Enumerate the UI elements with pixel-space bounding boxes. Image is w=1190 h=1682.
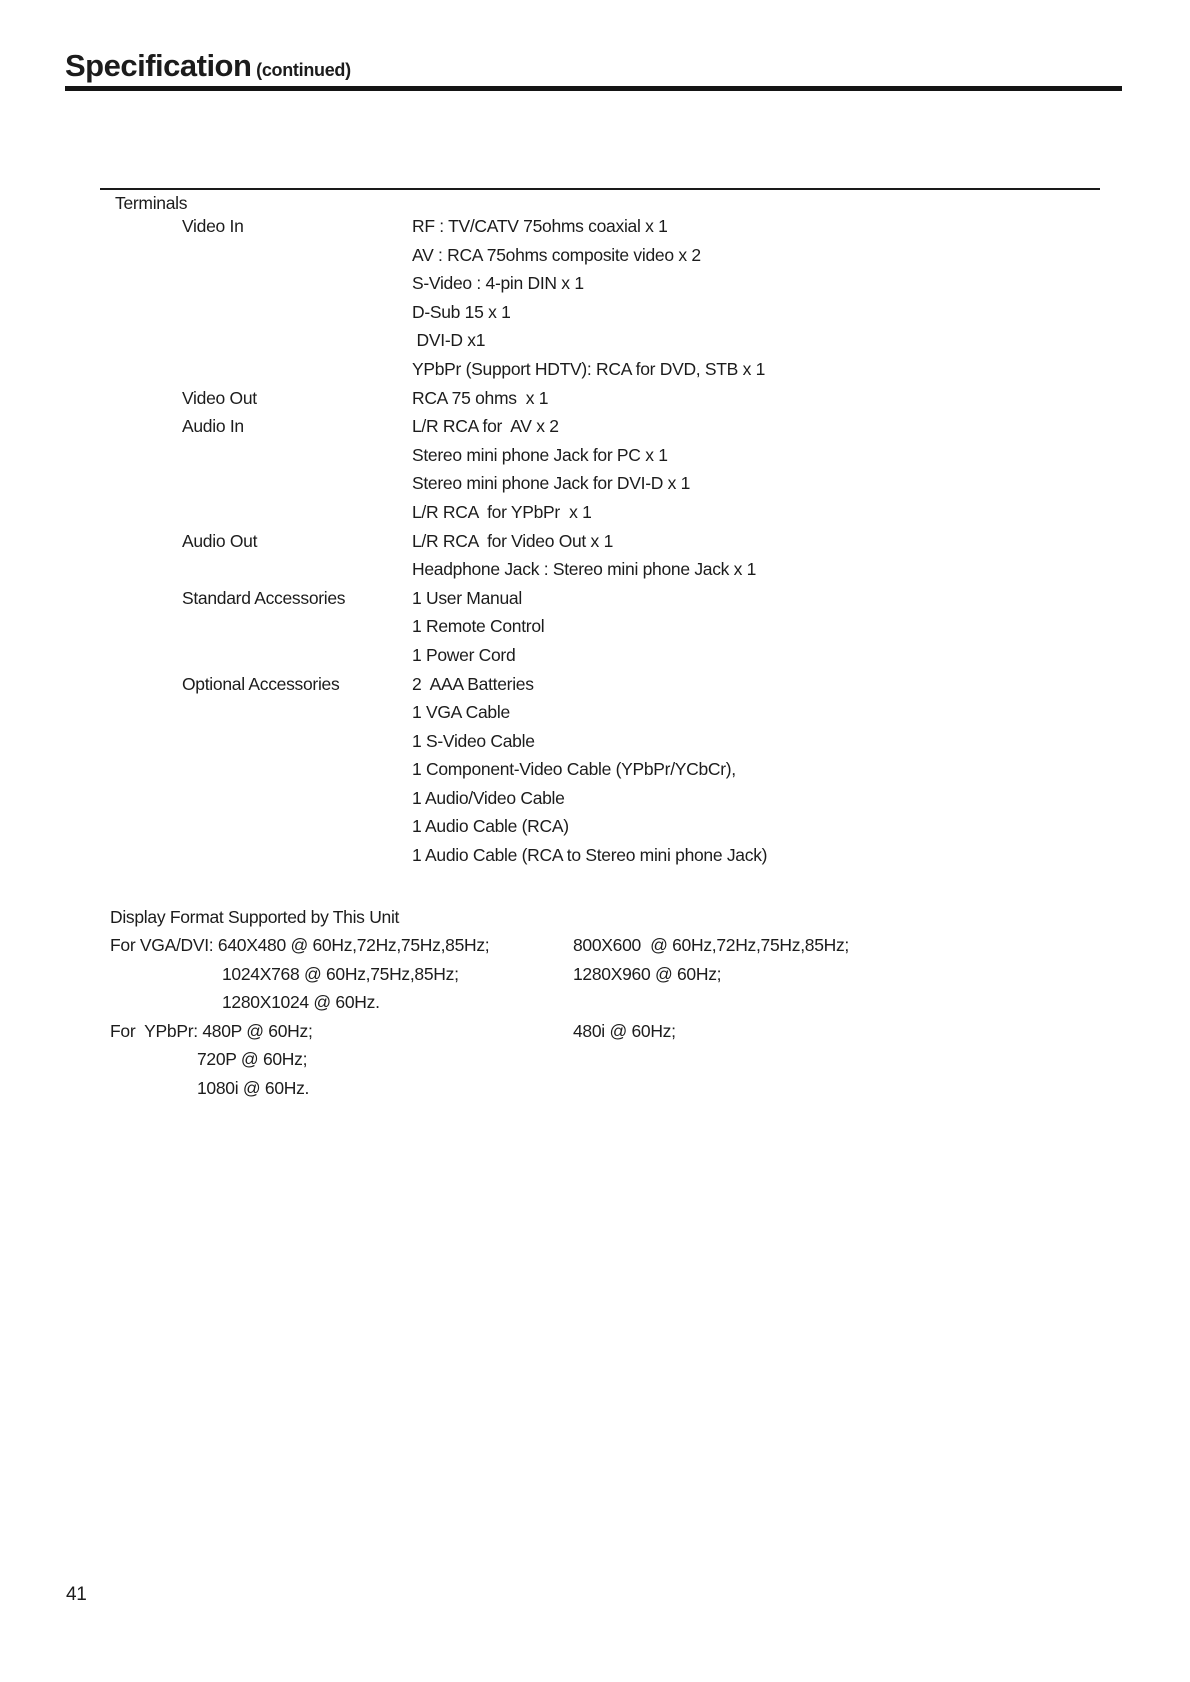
display-format-vga-line2: 1024X768 @ 60Hz,75Hz,85Hz; xyxy=(222,964,459,984)
spec-row-audio-out xyxy=(182,527,1142,584)
spec-value-line: L/R RCA for YPbPr x 1 xyxy=(412,501,592,522)
display-format-ypbpr-line1-right: 480i @ 60Hz; xyxy=(573,1021,676,1041)
display-format-vga-line2-right: 1280X960 @ 60Hz; xyxy=(573,964,722,984)
spec-value-line: D-Sub 15 x 1 xyxy=(412,301,511,322)
spec-row-values xyxy=(412,212,1142,384)
spec-value-line: RF : TV/CATV 75ohms coaxial x 1 xyxy=(412,216,668,236)
spec-value-line: 1 S-Video Cable xyxy=(412,730,535,751)
spec-row-standard-accessories xyxy=(182,584,1142,670)
display-format-ypbpr-line1: For YPbPr: 480P @ 60Hz; xyxy=(110,1021,313,1041)
spec-row-values xyxy=(412,384,1142,413)
spec-value-line: AV : RCA 75ohms composite video x 2 xyxy=(412,244,701,265)
spec-value-line: Headphone Jack : Stereo mini phone Jack x 1 xyxy=(412,559,757,580)
spec-row-video-out xyxy=(182,384,1142,413)
spec-value-line: YPbPr (Support HDTV): RCA for DVD, STB x 1 xyxy=(412,358,766,379)
spec-value-line: 1 Audio Cable (RCA) xyxy=(412,816,569,837)
spec-value-line: DVI-D x1 xyxy=(412,330,486,351)
title-divider-rule xyxy=(65,86,1122,91)
spec-row-audio-in xyxy=(182,412,1142,526)
terminals-spec-table xyxy=(182,212,1142,870)
spec-row-values xyxy=(412,584,1142,670)
spec-value-line: L/R RCA for Video Out x 1 xyxy=(412,530,614,551)
spec-value-line: S-Video : 4-pin DIN x 1 xyxy=(412,273,584,294)
spec-value-line: Stereo mini phone Jack for PC x 1 xyxy=(412,444,668,465)
spec-row-video-in xyxy=(182,212,1142,384)
spec-row-label: Audio In xyxy=(182,416,244,437)
spec-row-label: Video Out xyxy=(182,387,257,408)
spec-row-optional-accessories xyxy=(182,670,1142,870)
spec-value-line: RCA 75 ohms x 1 xyxy=(412,387,549,408)
page-number: 41 xyxy=(66,1584,87,1605)
spec-row-values xyxy=(412,527,1142,584)
display-format-vga-line1-right: 800X600 @ 60Hz,72Hz,75Hz,85Hz; xyxy=(573,935,849,955)
spec-value-line: 1 User Manual xyxy=(412,587,522,608)
page-title-text: Specification xyxy=(65,48,252,83)
spec-row-values xyxy=(412,412,1142,526)
spec-value-line: 2 AAA Batteries xyxy=(412,673,534,694)
display-format-vga-line3: 1280X1024 @ 60Hz. xyxy=(222,992,380,1012)
terminals-heading: Terminals xyxy=(115,193,188,213)
spec-value-line: L/R RCA for AV x 2 xyxy=(412,416,559,437)
display-format-heading: Display Format Supported by This Unit xyxy=(110,907,400,927)
spec-row-values xyxy=(412,670,1142,870)
spec-value-line: 1 Remote Control xyxy=(412,616,545,637)
display-format-vga-line1: For VGA/DVI: 640X480 @ 60Hz,72Hz,75Hz,85Hz; xyxy=(110,935,490,955)
spec-row-label: Video In xyxy=(182,216,244,236)
display-format-ypbpr-line3: 1080i @ 60Hz. xyxy=(197,1078,310,1098)
spec-value-line: 1 Power Cord xyxy=(412,644,516,665)
spec-value-line: 1 VGA Cable xyxy=(412,702,510,723)
spec-row-label: Optional Accessories xyxy=(182,673,340,694)
terminals-divider-rule xyxy=(100,188,1100,190)
page-title xyxy=(65,48,351,84)
spec-value-line: 1 Component-Video Cable (YPbPr/YCbCr), xyxy=(412,759,736,780)
display-format-ypbpr-line2: 720P @ 60Hz; xyxy=(197,1049,308,1069)
spec-value-line: 1 Audio/Video Cable xyxy=(412,787,565,808)
spec-value-line: 1 Audio Cable (RCA to Stereo mini phone Jack) xyxy=(412,845,768,866)
spec-row-label: Standard Accessories xyxy=(182,587,346,608)
spec-value-line: Stereo mini phone Jack for DVI-D x 1 xyxy=(412,473,691,494)
spec-row-label: Audio Out xyxy=(182,530,258,551)
page-title-continued: (continued) xyxy=(251,60,351,80)
